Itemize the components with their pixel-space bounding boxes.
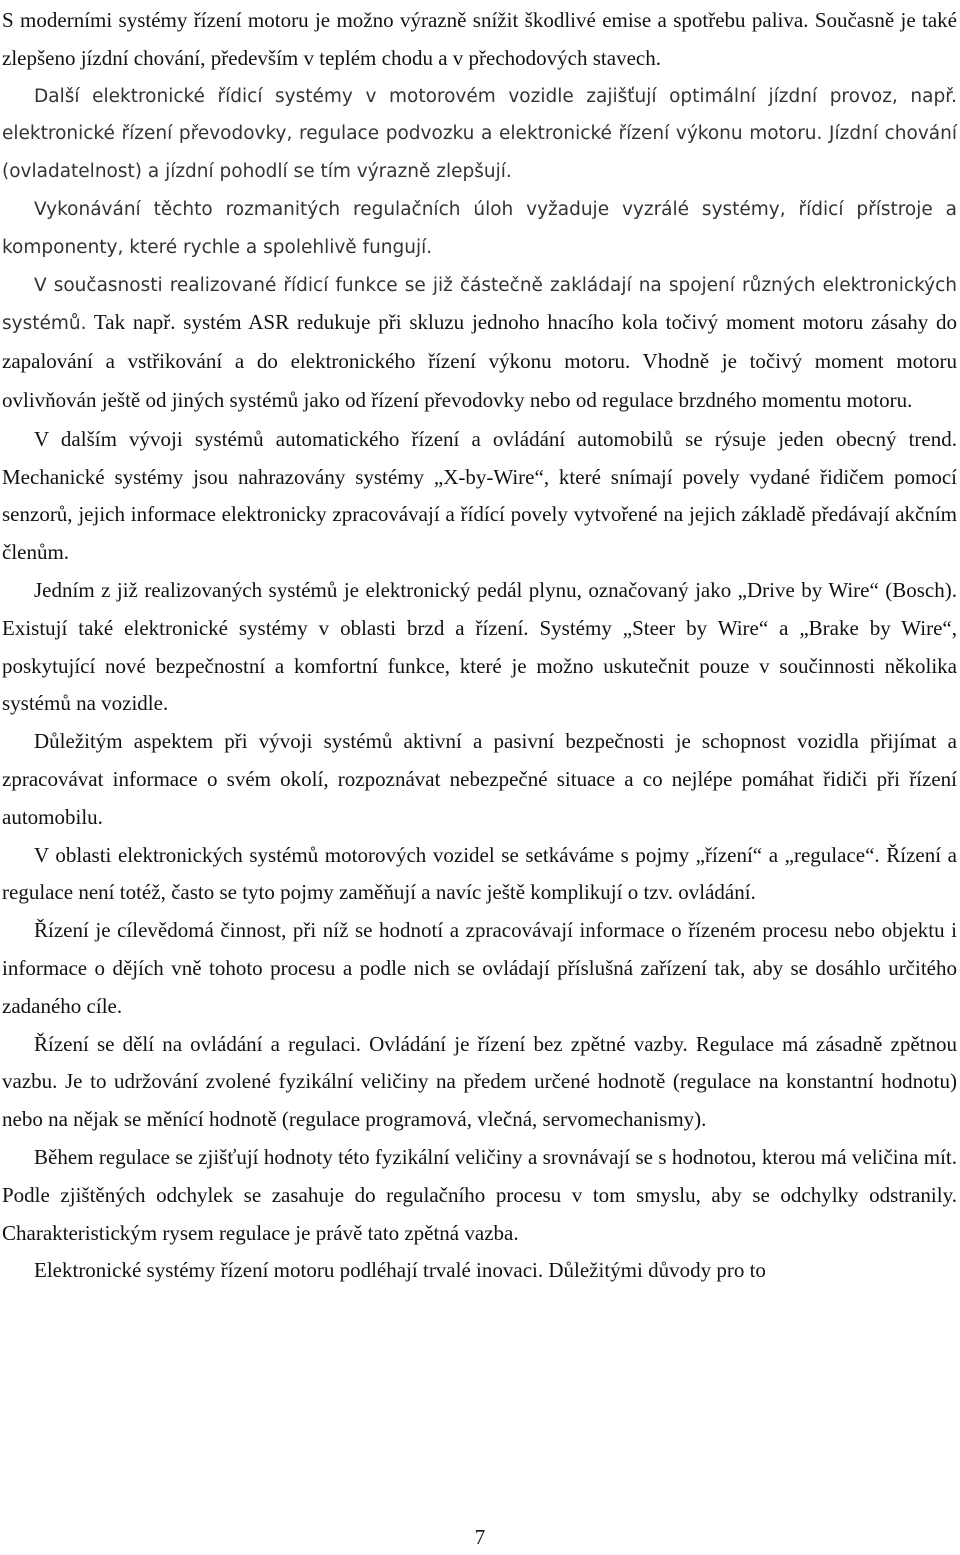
paragraph-innovation-text: Elektronické systémy řízení motoru podléhají trvalé inovaci. Důležitými důvody pro to xyxy=(34,1258,766,1283)
document-body xyxy=(2,2,957,1290)
paragraph-safety-aspect-text: Důležitým aspektem při vývoji systémů aktivní a pasivní bezpečnosti je schopnost vozidla přijímat a zpracovávat informace o svém okolí, rozpoznávat nebezpečné situace a co nejlépe pomáhat řidiči při řízení automobilu. xyxy=(2,729,957,829)
paragraph-control-terms xyxy=(2,837,957,913)
paragraph-control-division xyxy=(2,1026,957,1139)
paragraph-x-by-wire-text: V dalším vývoji systémů automatického řízení a ovládání automobilů se rýsuje jeden obecný trend. Mechanické systémy jsou nahrazovány systémy „X-by-Wire“, které snímají povely vydané řidičem pomocí senzorů, jejich informace elektronicky zpracovávají a řídící povely vytvořené na jejich základě předávají akčním členům. xyxy=(2,426,957,565)
paragraph-linked-systems-sans: V současnosti realizované řídicí funkce se již částečně zakládají na spojení různých elektronických systémů. xyxy=(2,274,957,335)
paragraph-electronic-control-systems-text: Další elektronické řídicí systémy v motorovém vozidle zajišťují optimální jízdní provoz, např. elektronické řízení převodovky, regulace podvozku a elektronické řízení výkonu motoru. Jízdní chování (ovladatelnost) a jízdní pohodlí se tím výrazně zlepšují. xyxy=(2,85,957,183)
paragraph-drive-by-wire xyxy=(2,572,957,723)
paragraph-control-division-text: Řízení se dělí na ovládání a regulaci. Ovládání je řízení bez zpětné vazby. Regulace má zásadně zpětnou vazbu. Je to udržování zvolené fyzikální veličiny na předem určené hodnotě (regulace na konstantní hodnotu) nebo na nějak se měnící hodnotě (regulace programová, vlečná, servomechanismy). xyxy=(2,1031,957,1132)
paragraph-drive-by-wire-text: Jedním z již realizovaných systémů je elektronický pedál plynu, označovaný jako „Drive by Wire“ (Bosch). Existují také elektronické systémy v oblasti brzd a řízení. Systémy „Steer by Wire“ a „Brake by Wire“, poskytující nové bezpečnostní a komfortní funkce, které je možno uskutečnit pouze v součinnosti několika systémů na vozidle. xyxy=(2,577,957,716)
paragraph-innovation xyxy=(2,1252,957,1290)
paragraph-regulation-tasks xyxy=(2,191,957,267)
paragraph-safety-aspect xyxy=(2,723,957,836)
paragraph-regulation-tasks-text: Vykonávání těchto rozmanitých regulačních úloh vyžaduje vyzrálé systémy, řídicí přístroje a komponenty, které rychle a spolehlivě fungují. xyxy=(2,198,957,258)
paragraph-linked-systems xyxy=(2,267,957,421)
paragraph-control-terms-text: V oblasti elektronických systémů motorových vozidel se setkáváme s pojmy „řízení“ a „regulace“. Řízení a regulace není totéž, často se tyto pojmy zaměňují a navíc ještě komplikují o tzv. ovládání. xyxy=(2,842,957,905)
paragraph-regulation-process xyxy=(2,1139,957,1252)
paragraph-regulation-process-text: Během regulace se zjišťují hodnoty této fyzikální veličiny a srovnávají se s hodnotou, kterou má veličina mít. Podle zjištěných odchylek se zasahuje do regulačního procesu v tom smyslu, aby se odchylky odstranily. Charakteristickým rysem regulace je právě tato zpětná vazba. xyxy=(2,1144,957,1245)
paragraph-linked-systems-serif: Tak např. systém ASR redukuje při skluzu jednoho hnacího kola točivý moment motoru zásahy do zapalování a vstřikování a do elektronického řízení výkonu motoru. Vhodně je točivý moment motoru ovlivňován ještě od jiných systémů jako od řízení převodovky nebo od regulace brzdného momentu motoru. xyxy=(2,310,957,412)
paragraph-emissions xyxy=(2,2,957,78)
paragraph-emissions-text: S moderními systémy řízení motoru je možno výrazně snížit škodlivé emise a spotřebu paliva. Současně je také zlepšeno jízdní chování, především v teplém chodu a v přechodových stavech. xyxy=(2,8,957,70)
paragraph-x-by-wire xyxy=(2,421,957,572)
paragraph-control-definition xyxy=(2,912,957,1025)
page-number: 7 xyxy=(474,1525,486,1549)
paragraph-control-definition-text: Řízení je cílevědomá činnost, při níž se hodnotí a zpracovávají informace o řízeném procesu nebo objektu i informace o dějích vně tohoto procesu a podle nich se ovládají příslušná zařízení tak, aby se dosáhlo určitého zadaného cíle. xyxy=(2,918,957,1018)
paragraph-electronic-control-systems xyxy=(2,78,957,191)
